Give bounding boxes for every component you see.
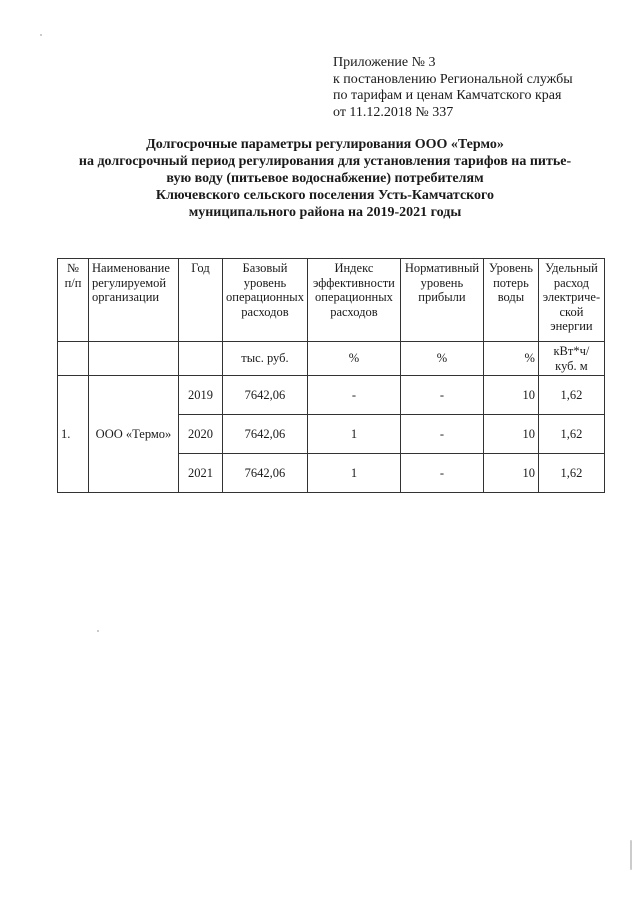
- units-base: тыс. руб.: [223, 342, 308, 376]
- appendix-line-4: от 11.12.2018 № 337: [333, 104, 454, 120]
- year-cell: 2020: [179, 415, 223, 454]
- profit-level-cell: -: [400, 376, 483, 415]
- base-expenses-cell: 7642,06: [223, 454, 308, 493]
- title-line-5: муниципального района на 2019-2021 годы: [188, 205, 462, 220]
- header-num: № п/п: [58, 259, 89, 342]
- header-year: Год: [179, 259, 223, 342]
- table-row: [58, 376, 605, 415]
- profit-level-cell: -: [400, 454, 483, 493]
- efficiency-index-cell: 1: [307, 454, 400, 493]
- units-profit: %: [400, 342, 483, 376]
- title-line-1: Долгосрочные параметры регулирования ООО «Термо»: [146, 137, 504, 152]
- efficiency-index-cell: 1: [307, 415, 400, 454]
- header-water-loss: Уровень потерь воды: [483, 259, 538, 342]
- units-energy: кВт*ч/ куб. м: [538, 342, 604, 376]
- water-loss-cell: 10: [483, 376, 538, 415]
- water-loss-cell: 10: [483, 415, 538, 454]
- appendix-line-2: к постановлению Региональной службы: [333, 71, 573, 87]
- appendix-reference: [333, 55, 573, 121]
- water-loss-cell: 10: [483, 454, 538, 493]
- header-row: [58, 259, 605, 342]
- year-cell: 2019: [179, 376, 223, 415]
- units-empty-year: [179, 342, 223, 376]
- scan-speck: [630, 840, 632, 870]
- row-number: 1.: [58, 376, 89, 493]
- title-line-3: вую воду (питьевое водоснабжение) потребителям: [166, 171, 484, 186]
- units-empty-org: [89, 342, 179, 376]
- scan-speck: [97, 630, 99, 632]
- units-loss: %: [483, 342, 538, 376]
- header-energy-consumption: Удельный расход электриче-ской энергии: [538, 259, 604, 342]
- base-expenses-cell: 7642,06: [223, 376, 308, 415]
- title-line-2: на долгосрочный период регулирования для установления тарифов на питье-: [78, 154, 572, 169]
- efficiency-index-cell: -: [307, 376, 400, 415]
- header-profit-level: Нормативный уровень прибыли: [400, 259, 483, 342]
- header-organization: Наименование регулируемой организации: [89, 259, 179, 342]
- header-base-expenses: Базовый уровень операционных расходов: [223, 259, 308, 342]
- energy-consumption-cell: 1,62: [538, 376, 604, 415]
- organization-name: ООО «Термо»: [89, 376, 179, 493]
- appendix-line-1: Приложение № 3: [333, 55, 436, 70]
- profit-level-cell: -: [400, 415, 483, 454]
- base-expenses-cell: 7642,06: [223, 415, 308, 454]
- regulation-parameters-table: [57, 258, 605, 493]
- header-efficiency-index: Индекс эффективности операционных расходов: [307, 259, 400, 342]
- units-row: [58, 342, 605, 376]
- energy-consumption-cell: 1,62: [538, 415, 604, 454]
- units-index: %: [307, 342, 400, 376]
- title-line-4: Ключевского сельского поселения Усть-Камчатского: [155, 188, 495, 203]
- appendix-line-3: по тарифам и ценам Камчатского края: [333, 88, 562, 103]
- scan-speck: [40, 34, 42, 36]
- energy-consumption-cell: 1,62: [538, 454, 604, 493]
- year-cell: 2021: [179, 454, 223, 493]
- document-title: [60, 136, 590, 221]
- units-empty-num: [58, 342, 89, 376]
